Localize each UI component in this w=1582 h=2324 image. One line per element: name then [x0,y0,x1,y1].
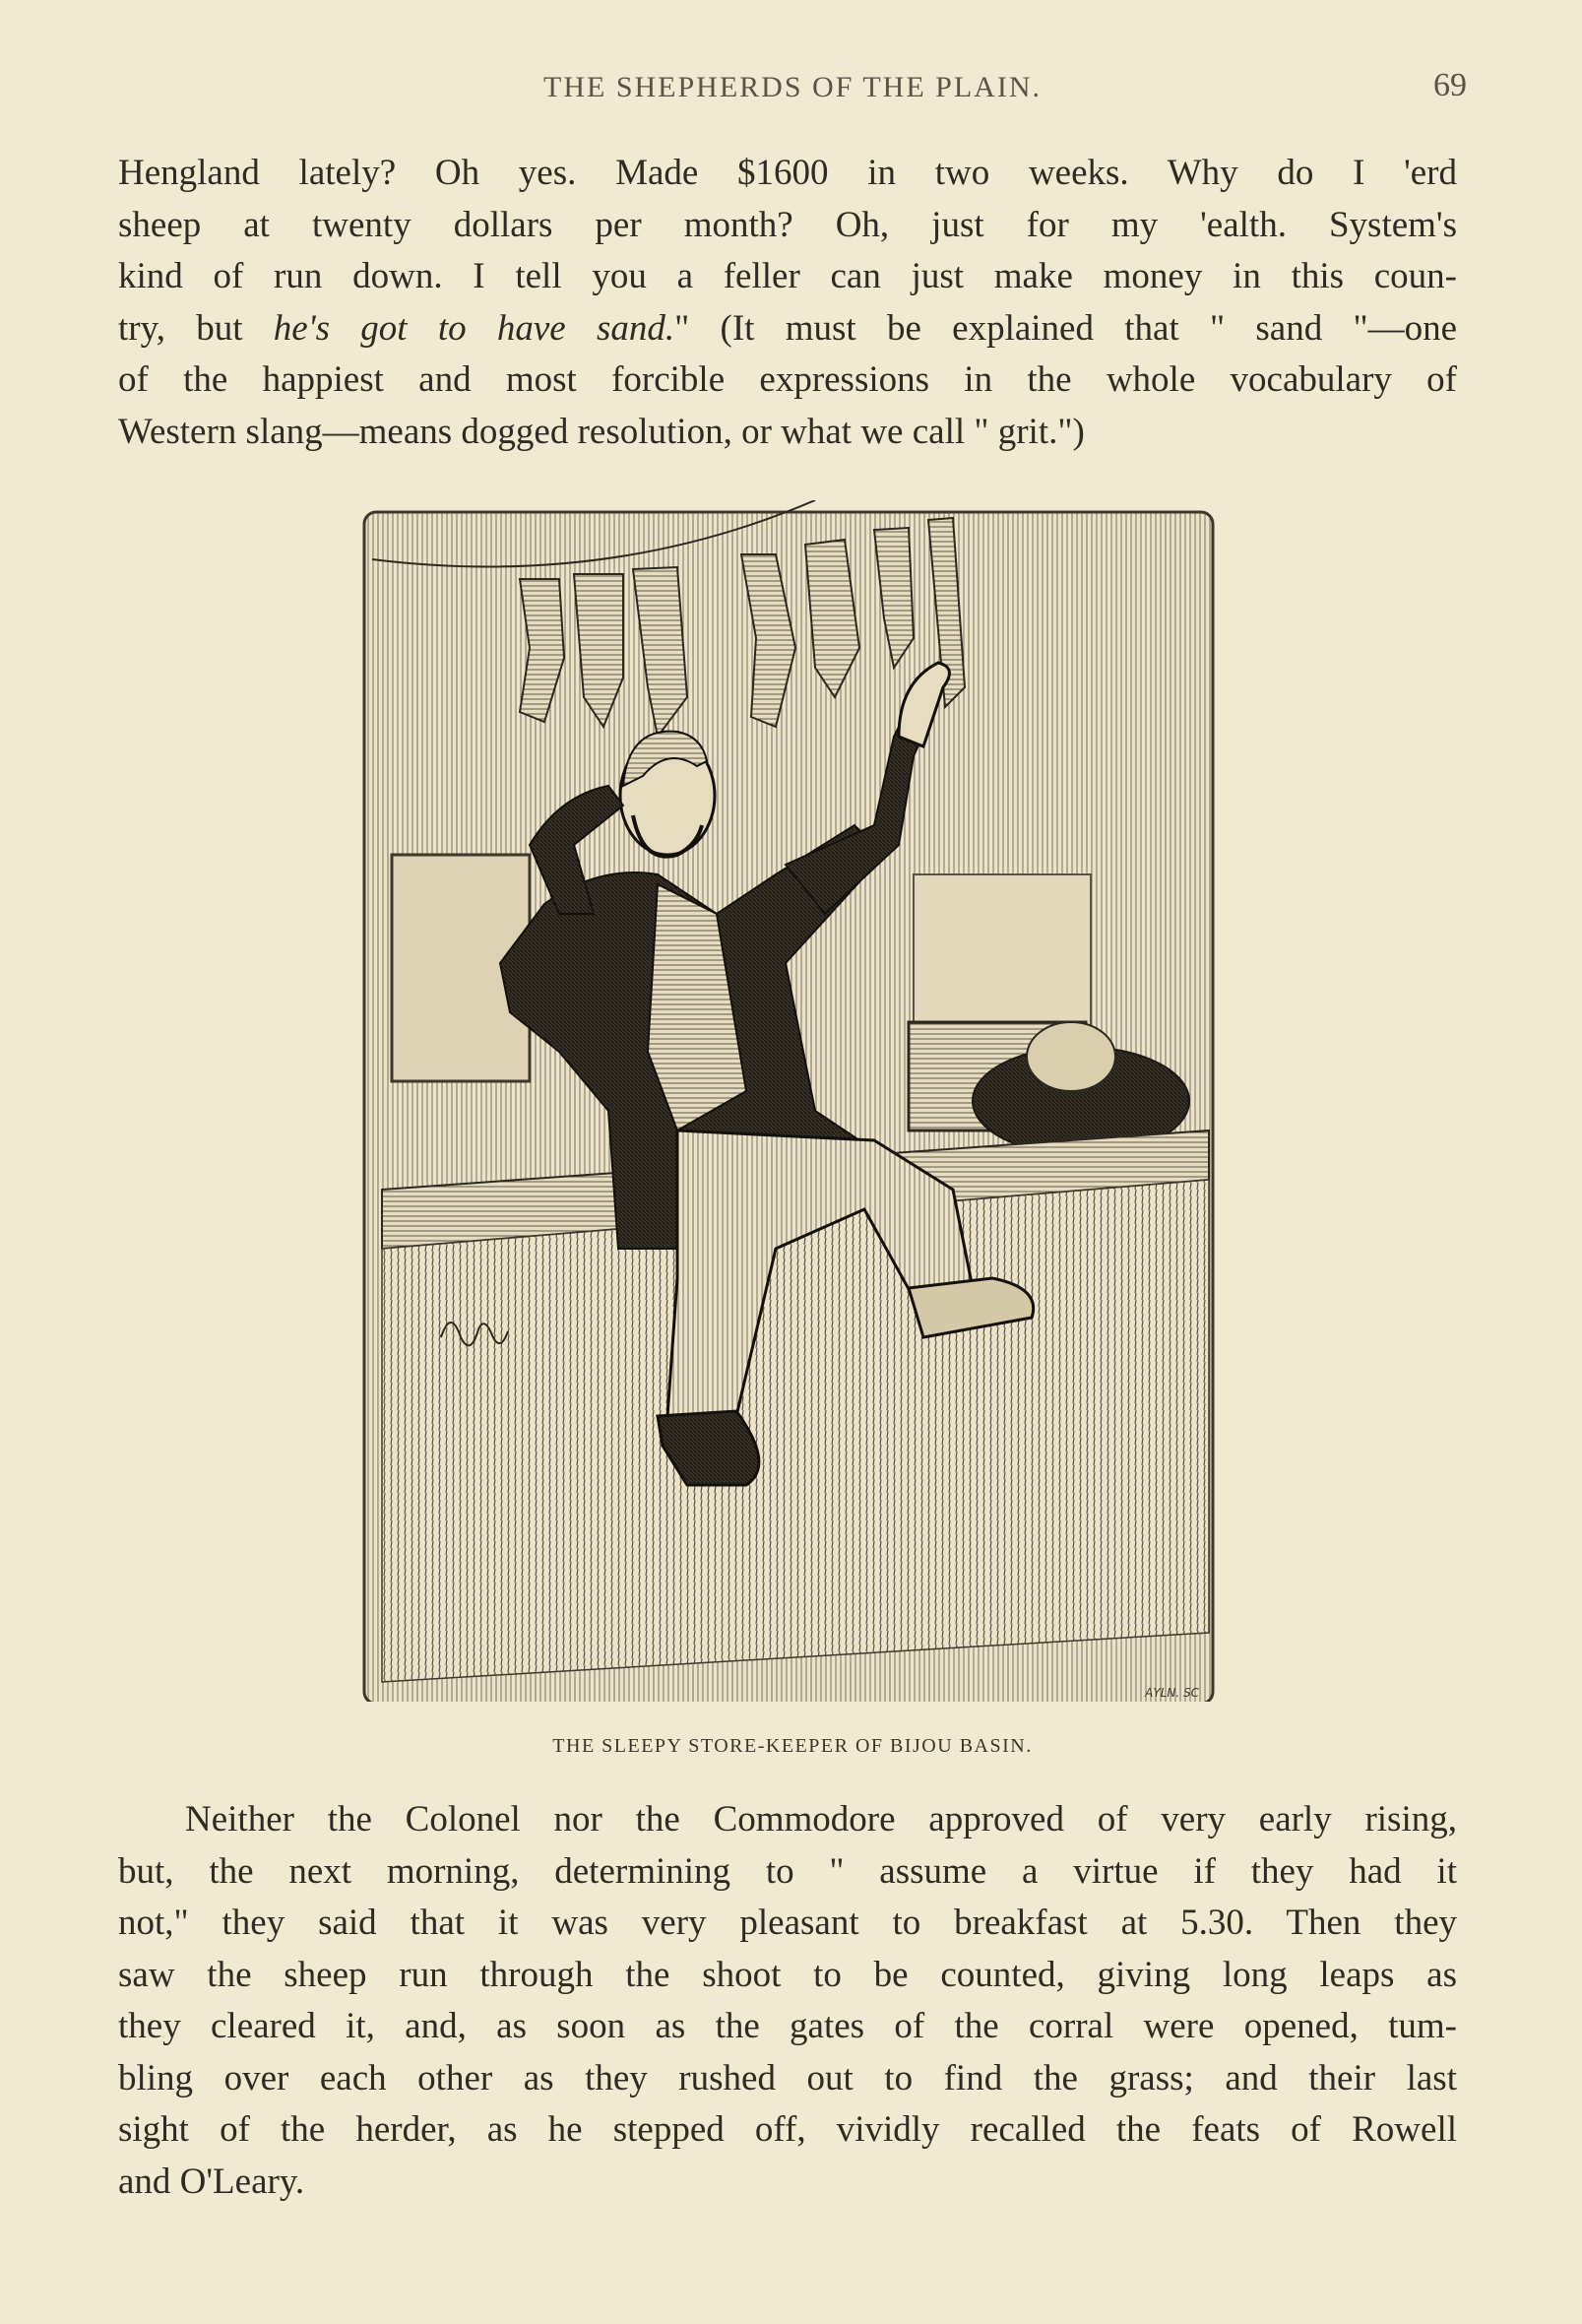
text-line: kind of run down. I tell you a feller can just make money in this coun- [118,256,1457,296]
page-number: 69 [1433,67,1467,103]
text-run: " (It must be explained that " sand "—one [674,307,1457,349]
text-line: of the happiest and most forcible expressions in the whole vocabulary of [118,359,1457,400]
running-head [118,67,1467,120]
figure-caption: THE SLEEPY STORE-KEEPER OF BIJOU BASIN. [552,1735,1033,1757]
text-line: sheep at twenty dollars per month? Oh, just for my 'ealth. System's [118,204,1457,245]
text-line: Neither the Colonel nor the Commodore approved of very early rising, [185,1799,1457,1840]
text-line: but, the next morning, determining to " assume a virtue if they had it [118,1850,1457,1892]
counter-front [382,1180,1209,1682]
hat-crown [1027,1022,1115,1091]
engraving-illustration [362,500,1219,1702]
text-line: sight of the herder, as he stepped off, vividly recalled the feats of Rowell [118,2109,1457,2150]
text-line [118,303,1457,355]
italic-phrase: he's got to have sand. [273,307,675,349]
text-line: and O'Leary. [118,2161,305,2202]
text-line: bling over each other as they rushed out to find the grass; and their last [118,2057,1457,2098]
engraver-credit: AYLN. SC [1145,1686,1199,1700]
running-title: THE SHEPHERDS OF THE PLAIN. [543,71,1042,103]
text-line: Western slang—means dogged resolution, or what we call " grit.") [118,411,1085,452]
paragraph-2 [118,1794,1457,2208]
text-line: not," they said that it was very pleasant to breakfast at 5.30. Then they [118,1903,1457,1943]
paragraph-1 [118,148,1457,458]
text-line: saw the sheep run through the shoot to be counted, giving long leaps as [118,1954,1457,1995]
text-line: Hengland lately? Oh yes. Made $1600 in two weeks. Why do I 'erd [118,153,1457,193]
text-run: try, but [118,307,274,349]
text-line: they cleared it, and, as soon as the gates of the corral were opened, tum- [118,2006,1457,2046]
shelf-window [914,874,1091,1032]
